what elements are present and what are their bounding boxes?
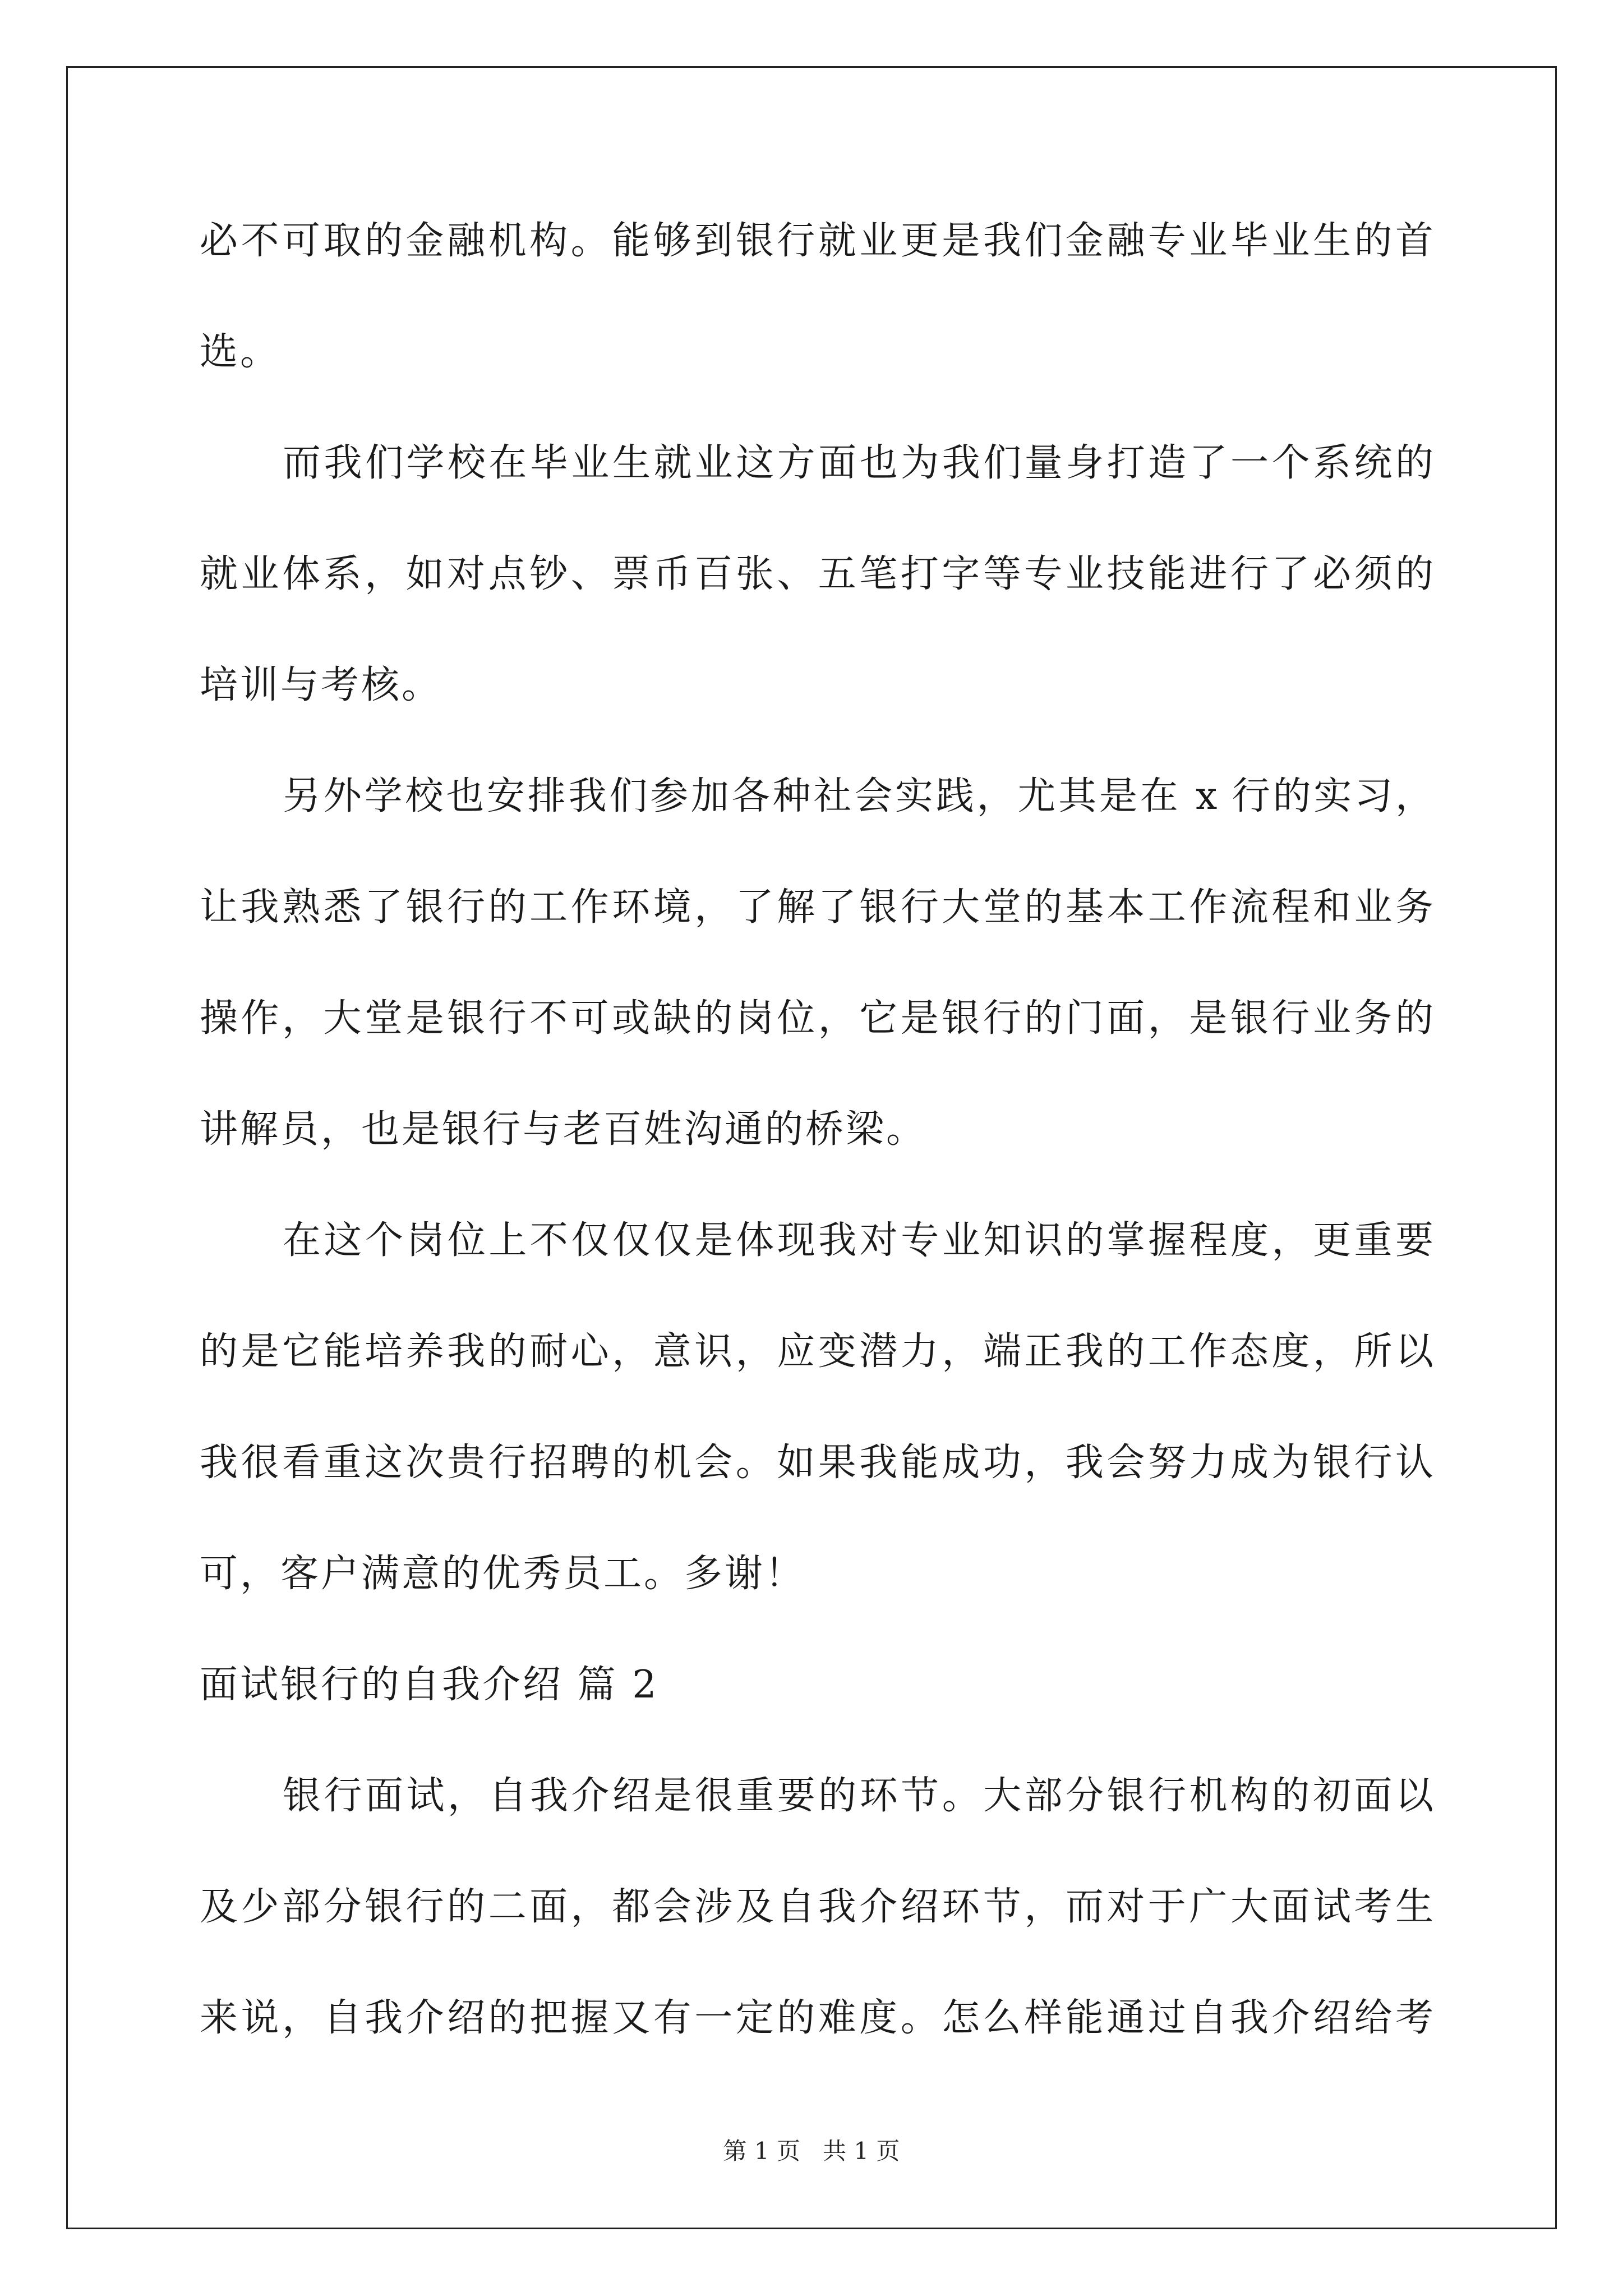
text-line: 来说，自我介绍的把握又有一定的难度。怎么样能通过自我介绍给考 (200, 1996, 1433, 2040)
text-line: 培训与考核。 (200, 663, 442, 707)
text-line: 操作，大堂是银行不可或缺的岗位，它是银行的门面，是银行业务的 (200, 996, 1433, 1041)
text-line: 在这个岗位上不仅仅仅是体现我对专业知识的掌握程度，更重要 (283, 1218, 1433, 1263)
text-line: 讲解员，也是银行与老百姓沟通的桥梁。 (200, 1107, 927, 1152)
text-line: 的是它能培养我的耐心，意识，应变潜力，端正我的工作态度，所以 (200, 1329, 1433, 1374)
text-line: 选。 (200, 330, 281, 374)
text-line: 必不可取的金融机构。能够到银行就业更是我们金融专业毕业生的首 (200, 219, 1433, 263)
text-line: 让我熟悉了银行的工作环境，了解了银行大堂的基本工作流程和业务 (200, 885, 1433, 930)
text-line: 另外学校也安排我们参加各种社会实践，尤其是在 x 行的实习， (283, 774, 1433, 818)
text-line: 可，客户满意的优秀员工。多谢！ (200, 1552, 806, 1596)
page-number: 第 1 页 (723, 2137, 800, 2165)
text-line: 而我们学校在毕业生就业这方面也为我们量身打造了一个系统的 (283, 441, 1433, 485)
text-line: 我很看重这次贵行招聘的机会。如果我能成功，我会努力成为银行认 (200, 1441, 1433, 1485)
text-line: 就业体系，如对点钞、票币百张、五笔打字等专业技能进行了必须的 (200, 552, 1433, 596)
text-line: 及少部分银行的二面，都会涉及自我介绍环节，而对于广大面试考生 (200, 1885, 1433, 1929)
section-heading: 面试银行的自我介绍 篇 2 (200, 1663, 659, 1707)
text-line: 银行面试，自我介绍是很重要的环节。大部分银行机构的初面以 (283, 1774, 1433, 1818)
page-total: 共 1 页 (823, 2137, 900, 2165)
page-footer (0, 2137, 1623, 2165)
